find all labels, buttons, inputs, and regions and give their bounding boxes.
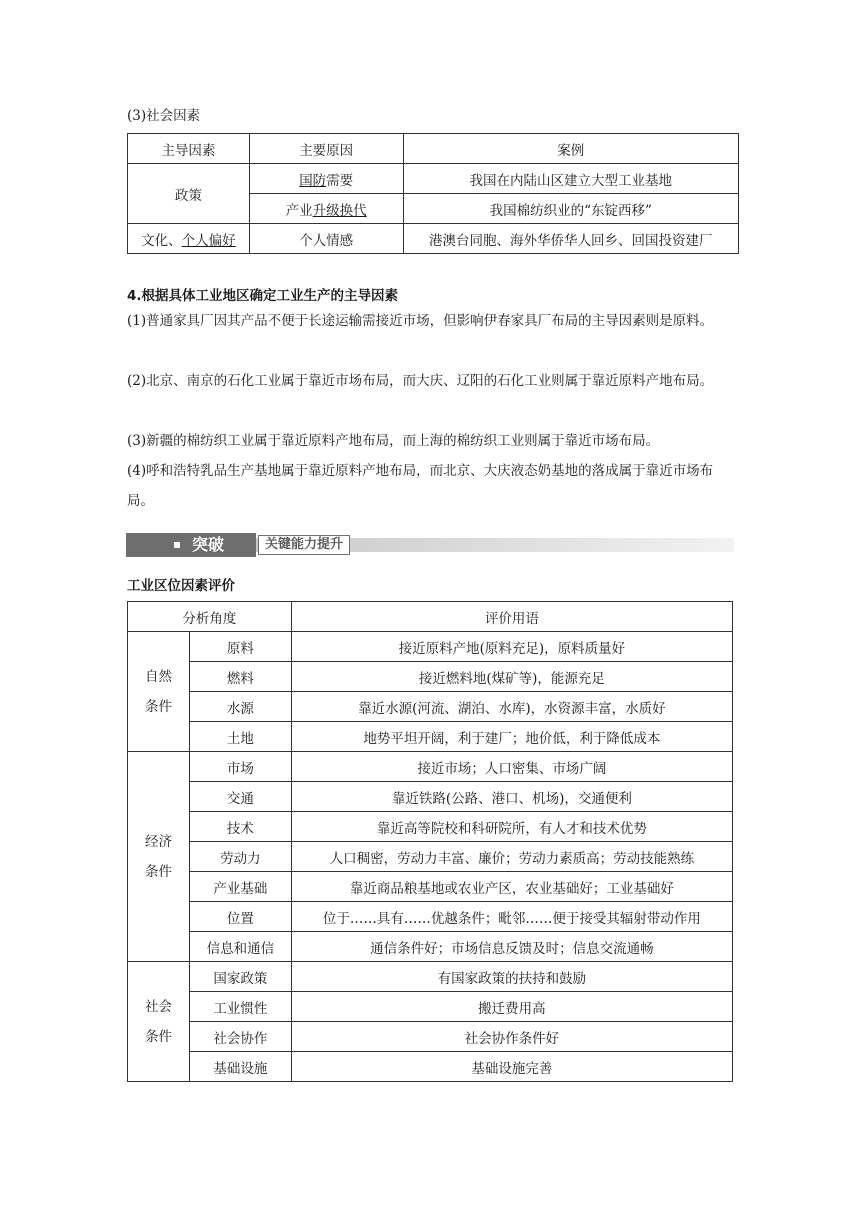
factor-cell: 社会协作 bbox=[189, 1022, 291, 1052]
category-line: 条件 bbox=[144, 698, 172, 715]
reason-cell bbox=[249, 164, 403, 194]
text-cell: 地势平坦开阔，利于建厂；地价低，利于降低成本 bbox=[291, 722, 732, 752]
table-header-row bbox=[128, 602, 733, 632]
paragraph-item: (1)普通家具厂因其产品不便于长途运输需接近市场，但影响伊春家具厂布局的主导因素则是原料。 bbox=[127, 313, 714, 329]
table-row bbox=[128, 224, 739, 254]
text-cell: 靠近铁路(公路、港口、机场)，交通便利 bbox=[291, 782, 732, 812]
case-cell: 港澳台同胞、海外华侨华人回乡、回国投资建厂 bbox=[403, 224, 738, 254]
factor-cell: 交通 bbox=[189, 782, 291, 812]
table-row bbox=[128, 1022, 733, 1052]
factor-cell: 国家政策 bbox=[189, 962, 291, 992]
table-row bbox=[128, 902, 733, 932]
category-cell bbox=[128, 962, 190, 1082]
paragraph-item: (3)新疆的棉纺织工业属于靠近原料产地布局，而上海的棉纺织工业则属于靠近市场布局。 bbox=[127, 433, 660, 449]
text-cell: 接近市场；人口密集、市场广阔 bbox=[291, 752, 732, 782]
underlined-term: 个人偏好 bbox=[181, 232, 236, 249]
factor-cell: 工业惯性 bbox=[189, 992, 291, 1022]
paragraph-item: (2)北京、南京的石化工业属于靠近市场布局，而大庆、辽阳的石化工业则属于靠近原料产地布局。 bbox=[127, 373, 714, 389]
header-cell: 主导因素 bbox=[128, 134, 250, 164]
evaluation-heading: 工业区位因素评价 bbox=[127, 578, 235, 594]
factor-cell: 市场 bbox=[189, 752, 291, 782]
table-row bbox=[128, 992, 733, 1022]
banner-subtitle: 关键能力提升 bbox=[258, 535, 350, 555]
banner-dark-block bbox=[126, 533, 256, 557]
table-row bbox=[128, 782, 733, 812]
factor-cell: 燃料 bbox=[189, 662, 291, 692]
factor-cell: 原料 bbox=[189, 632, 291, 662]
table-row bbox=[128, 932, 733, 962]
reason-prefix: 产业 bbox=[285, 202, 313, 219]
factor-cell: 产业基础 bbox=[189, 872, 291, 902]
category-cell bbox=[128, 752, 190, 962]
text-cell: 接近燃料地(煤矿等)，能源充足 bbox=[291, 662, 732, 692]
text-cell: 搬迁费用高 bbox=[291, 992, 732, 1022]
text-cell: 基础设施完善 bbox=[291, 1052, 732, 1082]
table-row bbox=[128, 164, 739, 194]
text-cell: 接近原料产地(原料充足)，原料质量好 bbox=[291, 632, 732, 662]
table-row bbox=[128, 662, 733, 692]
category-cell bbox=[128, 632, 190, 752]
reason-rest: 需要 bbox=[326, 172, 354, 189]
text-cell: 通信条件好；市场信息反馈及时；信息交流通畅 bbox=[291, 932, 732, 962]
table-row bbox=[128, 752, 733, 782]
header-cell: 评价用语 bbox=[291, 602, 732, 632]
factor-cell: 水源 bbox=[189, 692, 291, 722]
category-line: 条件 bbox=[144, 1028, 172, 1045]
header-cell: 分析角度 bbox=[128, 602, 292, 632]
section-4-heading: 4.根据具体工业地区确定工业生产的主导因素 bbox=[127, 288, 399, 304]
factor-cell: 技术 bbox=[189, 812, 291, 842]
table-header-row bbox=[128, 134, 739, 164]
text-cell: 有国家政策的扶持和鼓励 bbox=[291, 962, 732, 992]
text-cell: 社会协作条件好 bbox=[291, 1022, 732, 1052]
category-line: 社会 bbox=[144, 998, 172, 1015]
table-row bbox=[128, 722, 733, 752]
table-row bbox=[128, 1052, 733, 1082]
table-row bbox=[128, 842, 733, 872]
case-cell: 我国在内陆山区建立大型工业基地 bbox=[403, 164, 738, 194]
table-row bbox=[128, 692, 733, 722]
category-line: 条件 bbox=[144, 863, 172, 880]
square-bullet-icon bbox=[174, 542, 180, 548]
text-cell: 靠近商品粮基地或农业产区，农业基础好；工业基础好 bbox=[291, 872, 732, 902]
table-row bbox=[128, 962, 733, 992]
factor-cell: 信息和通信 bbox=[189, 932, 291, 962]
underlined-term: 升级换代 bbox=[312, 202, 367, 219]
text-cell: 靠近高等院校和科研院所，有人才和技术优势 bbox=[291, 812, 732, 842]
table-row bbox=[128, 872, 733, 902]
banner-title: 突破 bbox=[192, 535, 225, 554]
reason-cell: 个人情感 bbox=[249, 224, 403, 254]
section-banner bbox=[126, 533, 734, 557]
text-cell: 靠近水源(河流、湖泊、水库)，水资源丰富，水质好 bbox=[291, 692, 732, 722]
section-3-title: (3)社会因素 bbox=[127, 108, 201, 124]
case-cell: 我国棉纺织业的“东锭西移” bbox=[403, 194, 738, 224]
header-cell: 主要原因 bbox=[249, 134, 403, 164]
factor-cell: 劳动力 bbox=[189, 842, 291, 872]
underlined-term: 国防 bbox=[299, 172, 327, 189]
factor-cell: 土地 bbox=[189, 722, 291, 752]
evaluation-table bbox=[127, 601, 733, 1082]
factor-cell: 位置 bbox=[189, 902, 291, 932]
factor-cell bbox=[128, 224, 250, 254]
header-cell: 案例 bbox=[403, 134, 738, 164]
reason-cell bbox=[249, 194, 403, 224]
policy-cell: 政策 bbox=[128, 164, 250, 224]
text-cell: 人口稠密，劳动力丰富、廉价；劳动力素质高；劳动技能熟练 bbox=[291, 842, 732, 872]
table-row bbox=[128, 632, 733, 662]
text-cell: 位于……具有……优越条件；毗邻……便于接受其辐射带动作用 bbox=[291, 902, 732, 932]
social-factors-table bbox=[127, 133, 739, 254]
category-line: 经济 bbox=[144, 833, 172, 850]
factor-prefix: 文化、 bbox=[141, 232, 182, 249]
category-line: 自然 bbox=[144, 668, 172, 685]
factor-cell: 基础设施 bbox=[189, 1052, 291, 1082]
paragraph-item: (4)呼和浩特乳品生产基地属于靠近原料产地布局，而北京、大庆液态奶基地的落成属于靠近市场布局。 bbox=[127, 463, 714, 509]
table-row bbox=[128, 812, 733, 842]
